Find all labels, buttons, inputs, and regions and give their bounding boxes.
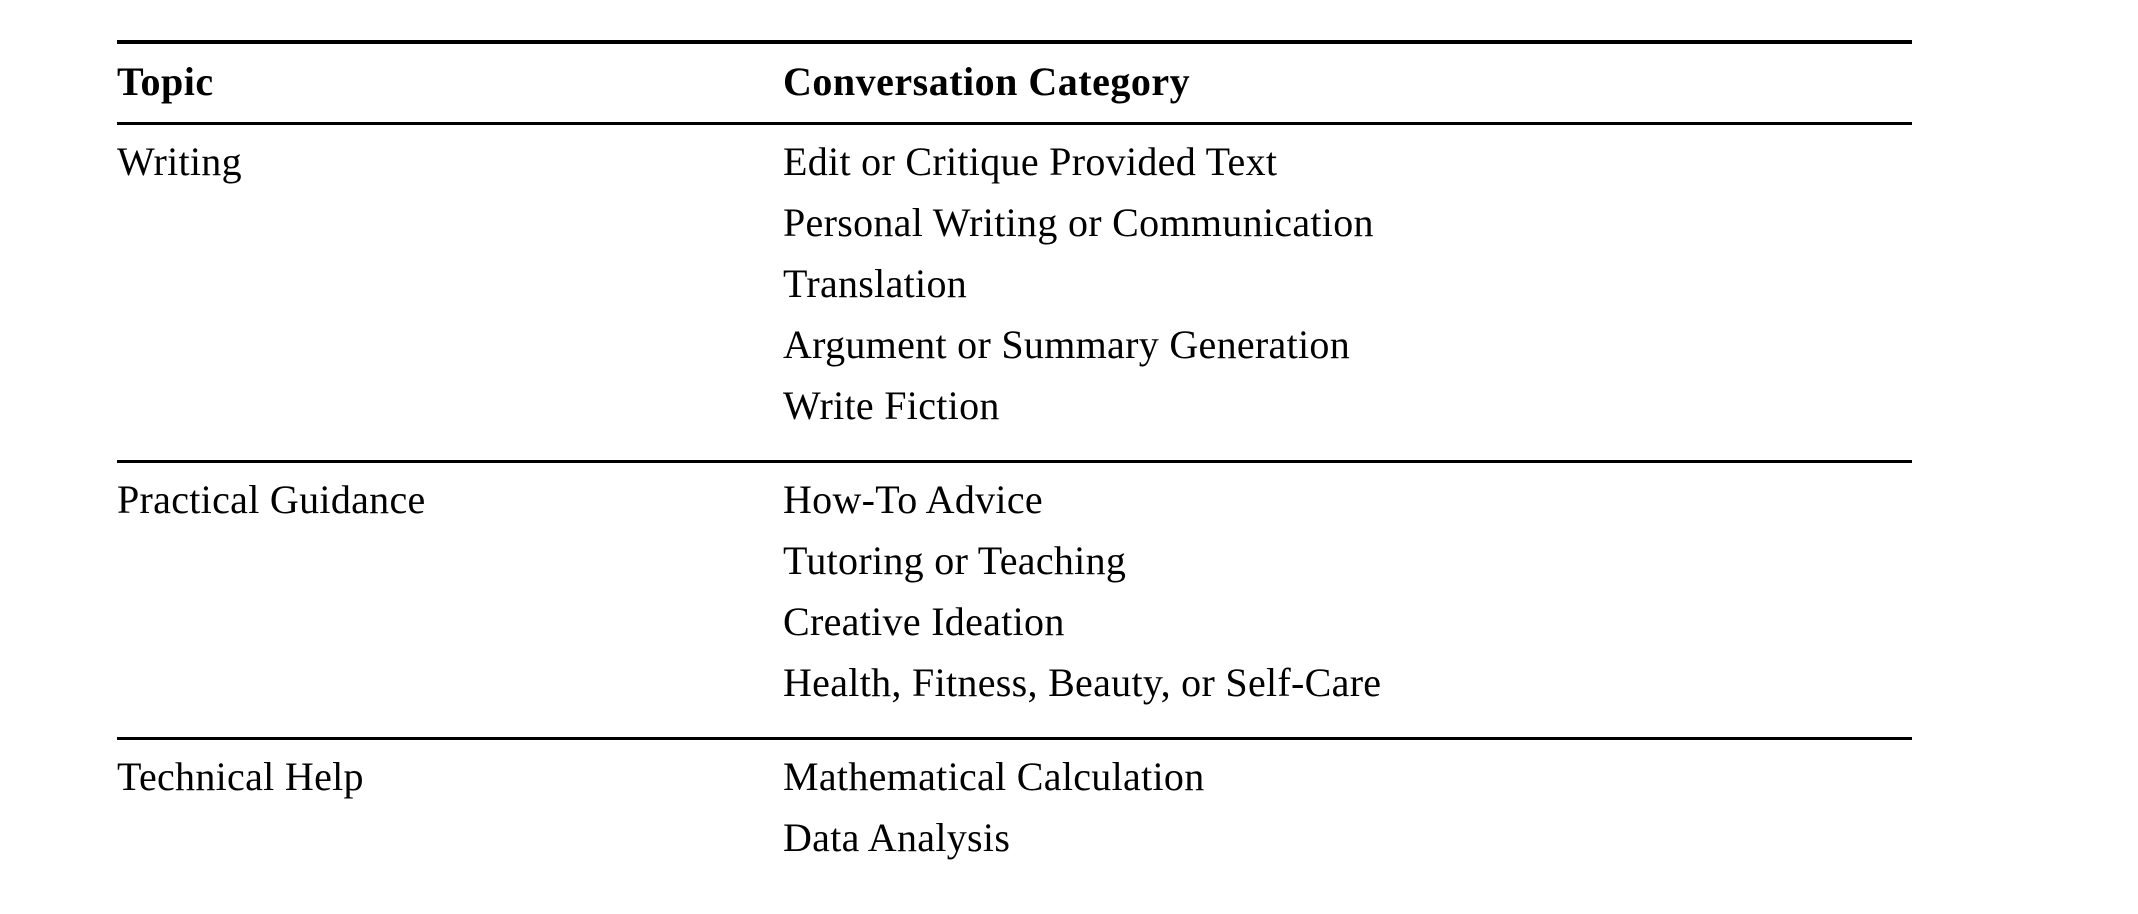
category-cell: Data Analysis bbox=[783, 815, 1011, 860]
category-cell: Translation bbox=[783, 261, 968, 306]
category-cell: Write Fiction bbox=[783, 383, 1000, 428]
category-cell: Personal Writing or Communication bbox=[783, 200, 1374, 245]
category-cell-group bbox=[783, 469, 1912, 713]
header-conversation-category: Conversation Category bbox=[783, 59, 1191, 104]
table-header-row bbox=[117, 44, 1912, 125]
category-cell: Tutoring or Teaching bbox=[783, 538, 1127, 583]
topic-cell: Practical Guidance bbox=[117, 477, 426, 522]
category-cell-group bbox=[783, 131, 1912, 436]
table-body bbox=[117, 125, 1912, 892]
table-section bbox=[117, 125, 1912, 460]
category-cell: How-To Advice bbox=[783, 477, 1043, 522]
table-section bbox=[117, 460, 1912, 737]
category-cell-group bbox=[783, 746, 1912, 868]
header-topic: Topic bbox=[117, 59, 214, 104]
topic-category-table bbox=[117, 40, 1912, 892]
table-section bbox=[117, 737, 1912, 892]
topic-cell: Technical Help bbox=[117, 754, 364, 799]
category-cell: Edit or Critique Provided Text bbox=[783, 139, 1278, 184]
topic-cell: Writing bbox=[117, 139, 242, 184]
category-cell: Creative Ideation bbox=[783, 599, 1065, 644]
category-cell: Mathematical Calculation bbox=[783, 754, 1205, 799]
category-cell: Argument or Summary Generation bbox=[783, 322, 1351, 367]
category-cell: Health, Fitness, Beauty, or Self-Care bbox=[783, 660, 1382, 705]
